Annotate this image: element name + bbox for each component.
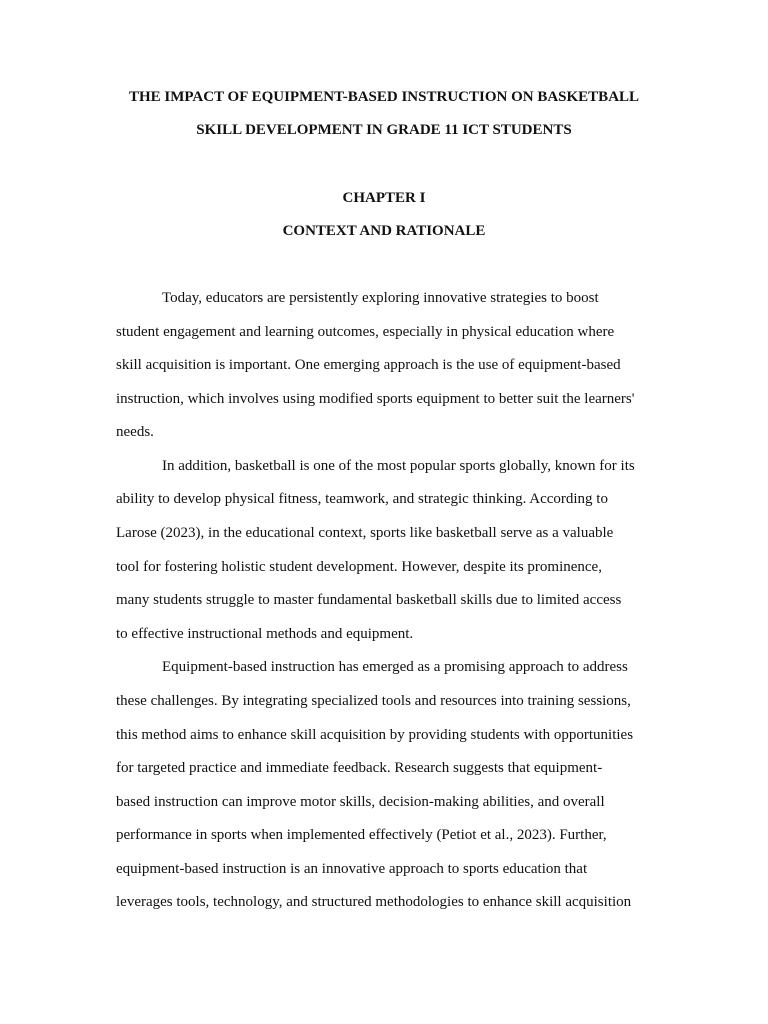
paragraph-3-line-4: for targeted practice and immediate feedback. Research suggests that equipment- [116, 760, 603, 776]
paragraph-3-line-6: performance in sports when implemented effectively (Petiot et al., 2023). Further, [116, 827, 607, 843]
paragraph-3-line-7: equipment-based instruction is an innovative approach to sports education that [116, 861, 588, 877]
paragraph-2-line-6: to effective instructional methods and equipment. [116, 626, 414, 642]
paragraph-2-line-3: Larose (2023), in the educational context, sports like basketball serve as a valuable [116, 525, 614, 541]
paragraph-1-line-1: Today, educators are persistently exploring innovative strategies to boost [162, 290, 599, 306]
document-title-line-1: THE IMPACT OF EQUIPMENT-BASED INSTRUCTION ON BASKETBALL [128, 89, 640, 105]
paragraph-1-line-4: instruction, which involves using modified sports equipment to better suit the learners' [116, 391, 635, 407]
section-heading: CONTEXT AND RATIONALE [282, 223, 486, 239]
paragraph-2-line-2: ability to develop physical fitness, teamwork, and strategic thinking. According to [116, 491, 608, 507]
chapter-heading: CHAPTER I [342, 190, 426, 206]
paragraph-1-line-5: needs. [116, 424, 154, 440]
paragraph-3-line-3: this method aims to enhance skill acquisition by providing students with opportunities [116, 727, 634, 743]
paragraph-2-line-1: In addition, basketball is one of the most popular sports globally, known for its [162, 458, 635, 474]
paragraph-3-line-1: Equipment-based instruction has emerged as a promising approach to address [162, 659, 628, 675]
paragraph-1-line-2: student engagement and learning outcomes, especially in physical education where [116, 324, 615, 340]
paragraph-3-line-8: leverages tools, technology, and structured methodologies to enhance skill acquisition [116, 894, 632, 910]
paragraph-3-line-5: based instruction can improve motor skills, decision-making abilities, and overall [116, 794, 605, 810]
paragraph-2-line-5: many students struggle to master fundamental basketball skills due to limited access [116, 592, 622, 608]
paragraph-2-line-4: tool for fostering holistic student development. However, despite its prominence, [116, 559, 602, 575]
document-title-line-2: SKILL DEVELOPMENT IN GRADE 11 ICT STUDENTS [196, 122, 572, 138]
paragraph-3-line-2: these challenges. By integrating specialized tools and resources into training sessions, [116, 693, 631, 709]
paragraph-1-line-3: skill acquisition is important. One emerging approach is the use of equipment-based [116, 357, 621, 373]
